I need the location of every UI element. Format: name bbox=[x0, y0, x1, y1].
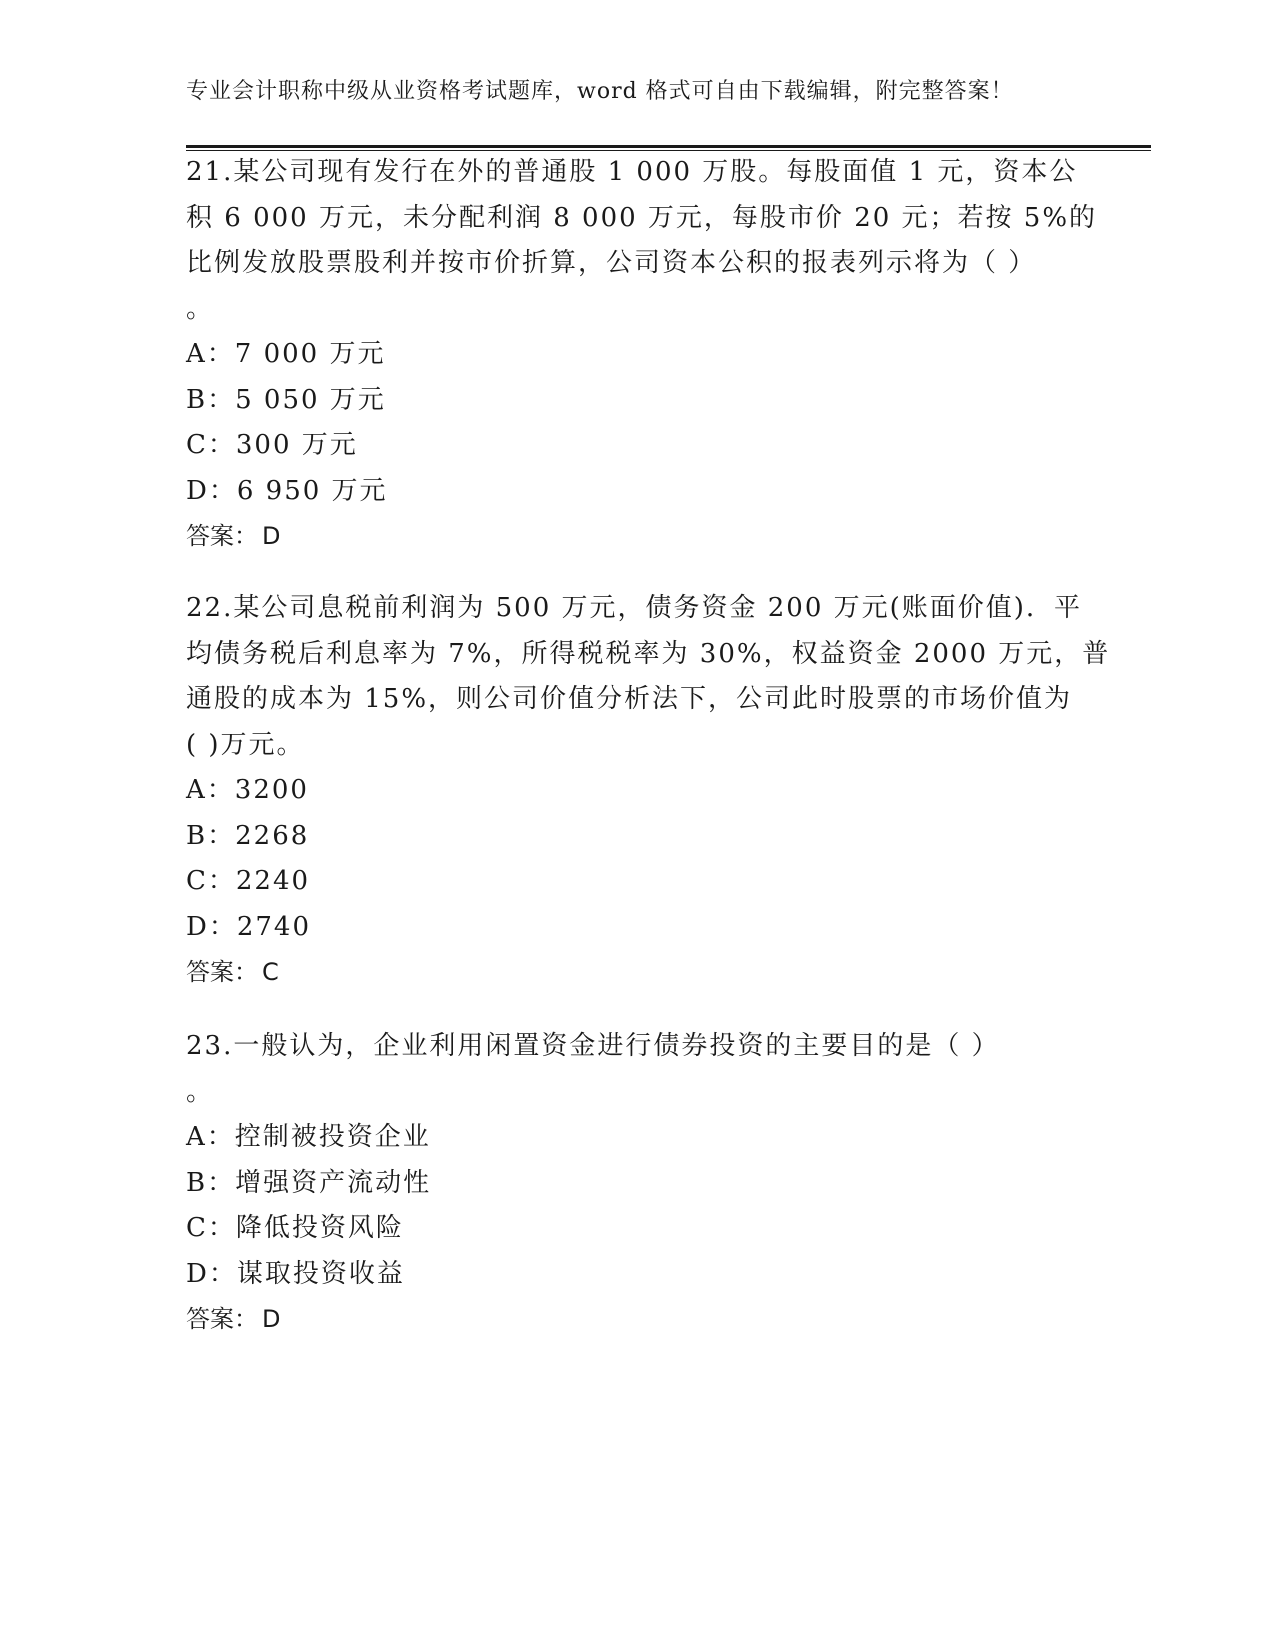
question-22-option-b: B：2268 bbox=[186, 820, 310, 851]
page-header: 专业会计职称中级从业资格考试题库，word 格式可自由下载编辑，附完整答案！ bbox=[186, 79, 1014, 104]
question-23-stem-line-2: 。 bbox=[186, 1076, 215, 1107]
question-21-stem-line-3: 比例发放股票股利并按市价折算，公司资本公积的报表列示将为（ ） bbox=[186, 248, 1037, 278]
answer-value: C bbox=[262, 958, 279, 986]
question-23-stem-line-1: 23.一般认为，企业利用闲置资金进行债券投资的主要目的是（ ） bbox=[186, 1031, 1000, 1061]
question-22-stem-line-4: ( )万元。 bbox=[186, 729, 305, 760]
question-22-stem-line-1: 22.某公司息税前利润为 500 万元，债务资金 200 万元(账面价值)．平 bbox=[186, 593, 1082, 623]
question-21 bbox=[186, 150, 1098, 560]
answer-value: D bbox=[262, 1305, 281, 1333]
answer-label: 答案： bbox=[186, 958, 258, 986]
question-21-option-a: A：7 000 万元 bbox=[186, 339, 386, 369]
answer-value: D bbox=[262, 522, 281, 550]
question-21-option-c: C：300 万元 bbox=[186, 430, 358, 460]
question-23-option-a: A：控制被投资企业 bbox=[186, 1122, 431, 1152]
question-22-stem-line-2: 均债务税后利息率为 7%，所得税税率为 30%，权益资金 2000 万元，普 bbox=[186, 638, 1111, 669]
question-23-option-b: B：增强资产流动性 bbox=[186, 1167, 432, 1198]
header-rule-thick bbox=[186, 145, 1151, 148]
question-21-answer bbox=[186, 514, 1076, 560]
question-22 bbox=[186, 586, 1111, 996]
question-21-stem-line-4: 。 bbox=[186, 293, 215, 324]
question-22-answer bbox=[186, 950, 1076, 996]
question-23 bbox=[186, 1024, 1076, 1343]
question-23-answer bbox=[186, 1297, 1076, 1343]
question-23-option-d: D：谋取投资收益 bbox=[186, 1258, 405, 1289]
question-21-option-d: D：6 950 万元 bbox=[186, 475, 388, 506]
question-22-stem-line-3: 通股的成本为 15%，则公司价值分析法下，公司此时股票的市场价值为 bbox=[186, 684, 1073, 714]
answer-label: 答案： bbox=[186, 522, 258, 550]
question-21-stem-line-2: 积 6 000 万元，未分配利润 8 000 万元，每股市价 20 元；若按 5%的 bbox=[186, 202, 1098, 233]
question-22-option-d: D：2740 bbox=[186, 911, 312, 942]
question-21-option-b: B：5 050 万元 bbox=[186, 384, 386, 415]
question-21-stem-line-1: 21.某公司现有发行在外的普通股 1 000 万股。每股面值 1 元，资本公 bbox=[186, 157, 1078, 187]
question-23-option-c: C：降低投资风险 bbox=[186, 1213, 404, 1243]
question-22-option-a: A：3200 bbox=[186, 775, 309, 805]
answer-label: 答案： bbox=[186, 1305, 258, 1333]
question-22-option-c: C：2240 bbox=[186, 866, 311, 896]
